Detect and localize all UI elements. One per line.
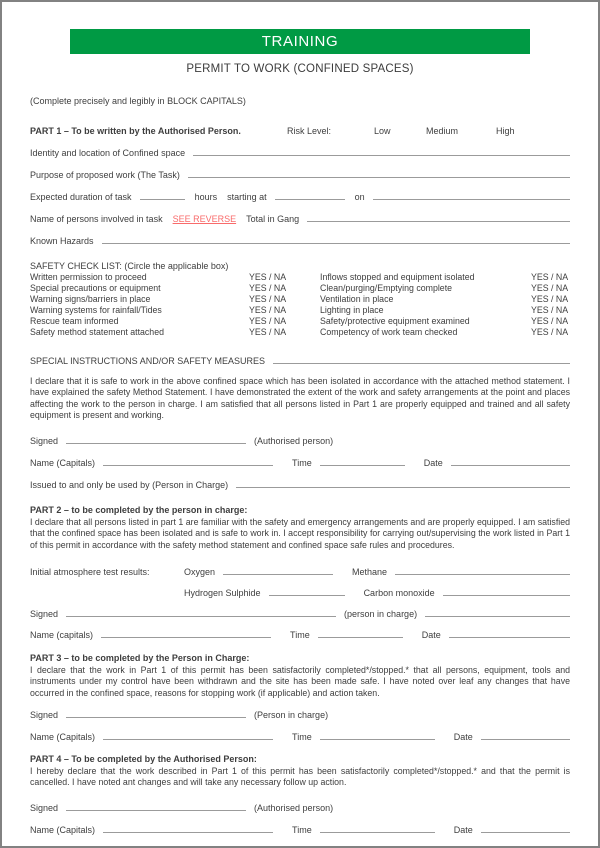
persons-field-row xyxy=(30,211,570,224)
atmosphere-row-2 xyxy=(30,585,570,598)
duration-field-line xyxy=(140,199,185,200)
checklist-item-label: Lighting in place xyxy=(320,305,384,315)
part2-heading: PART 2 – to be completed by the person in charge: xyxy=(30,505,248,516)
person-in-charge-suffix: (person in charge) xyxy=(344,609,418,620)
checklist-yes-na: YES / NA xyxy=(531,272,569,282)
date-field-line xyxy=(451,465,570,466)
part4-name-row xyxy=(30,822,570,835)
checklist-item-label: Rescue team informed xyxy=(30,316,119,326)
checklist-heading: SAFETY CHECK LIST: (Circle the applicable box) xyxy=(30,261,229,271)
checklist-row xyxy=(30,272,570,283)
name-field-line xyxy=(103,465,273,466)
checklist-row xyxy=(30,294,570,305)
issued-to-field-line xyxy=(236,487,570,488)
special-instructions-row xyxy=(30,353,570,366)
checklist-item-label: Warning systems for rainfall/Tides xyxy=(30,305,162,315)
signed-label: Signed xyxy=(30,709,59,720)
part1-name-row xyxy=(30,455,570,468)
part1-heading-row xyxy=(30,126,570,136)
checklist-item-label: Safety/protective equipment examined xyxy=(320,316,470,326)
signed-label: Signed xyxy=(30,609,59,620)
special-instructions-field-line xyxy=(273,363,570,364)
name-field-line xyxy=(101,637,271,638)
date-label: Date xyxy=(421,630,441,641)
purpose-label: Purpose of proposed work (The Task) xyxy=(30,170,180,180)
checklist-item-label: Competency of work team checked xyxy=(320,327,458,337)
part4-signed-row xyxy=(30,800,570,813)
identity-field-row xyxy=(30,145,570,158)
special-instructions-label: SPECIAL INSTRUCTIONS AND/OR SAFETY MEASURES xyxy=(30,356,266,366)
checklist-item-label: Warning signs/barriers in place xyxy=(30,294,151,304)
checklist-yes-na: YES / NA xyxy=(249,294,287,304)
training-banner: TRAINING xyxy=(70,29,530,54)
time-field-line xyxy=(320,832,435,833)
date-label: Date xyxy=(453,731,473,742)
date-field-line xyxy=(481,832,570,833)
part1-heading: PART 1 – To be written by the Authorised Person. xyxy=(30,126,241,136)
signed-field-line xyxy=(66,443,246,444)
part4-declaration: I hereby declare that the work described in Part 1 of this permit has been satisfactorily completed*/stopped.* and that the permit is cancelled. I have noted ant changes and will take any necessary follow up action. xyxy=(30,765,570,788)
checklist-yes-na: YES / NA xyxy=(249,327,287,337)
atmosphere-row-1 xyxy=(30,564,570,577)
risk-level-low: Low xyxy=(374,126,391,136)
hours-label: hours xyxy=(194,192,218,202)
total-in-gang-field-line xyxy=(307,221,570,222)
time-field-line xyxy=(320,739,435,740)
checklist-yes-na: YES / NA xyxy=(531,305,569,315)
name-capitals-label: Name (Capitals) xyxy=(30,458,96,469)
see-reverse-link-text: SEE REVERSE xyxy=(172,214,237,224)
checklist-yes-na: YES / NA xyxy=(249,272,287,282)
part1-declaration: I declare that it is safe to work in the above confined space which has been isolated in accordance with the attached method statement. I have explained the safety Method Statement. I have demonstrated the extent of the work and safety arrangements at the point and places affecting the work to the person in charge. I am satisfied that all persons listed in Part 1 are properly equipped and trained and all safety equipment is present and working. xyxy=(30,376,570,420)
name-capitals-label: Name (capitals) xyxy=(30,630,94,641)
carbon-monoxide-label: Carbon monoxide xyxy=(363,588,435,599)
part3-name-row xyxy=(30,729,570,742)
carbon-monoxide-field-line xyxy=(443,595,570,596)
signed-field-line xyxy=(66,810,246,811)
authorised-person-suffix: (Authorised person) xyxy=(254,436,334,447)
date-label: Date xyxy=(423,458,443,469)
hydrogen-sulphide-field-line xyxy=(269,595,345,596)
part3-heading: PART 3 – to be completed by the Person in Charge: xyxy=(30,653,250,664)
time-label: Time xyxy=(292,824,312,835)
checklist-yes-na: YES / NA xyxy=(531,327,569,337)
purpose-field-line xyxy=(188,177,570,178)
checklist-yes-na: YES / NA xyxy=(531,316,569,326)
issued-to-label: Issued to and only be used by (Person in Charge) xyxy=(30,480,229,491)
identity-field-line xyxy=(193,155,570,156)
name-capitals-label: Name (Capitals) xyxy=(30,731,96,742)
risk-level-label: Risk Level: xyxy=(287,126,332,136)
time-field-line xyxy=(318,637,403,638)
part3-signed-row xyxy=(30,707,570,720)
checklist-item-label: Ventilation in place xyxy=(320,294,394,304)
risk-level-high: High xyxy=(496,126,515,136)
time-label: Time xyxy=(290,630,310,641)
total-in-gang-label: Total in Gang xyxy=(246,214,300,224)
checklist-item-label: Clean/purging/Emptying complete xyxy=(320,283,453,293)
methane-label: Methane xyxy=(352,567,388,578)
purpose-field-row xyxy=(30,167,570,180)
part2-declaration: I declare that all persons listed in part 1 are familiar with the safety and emergency arrangements and are properly equipped. I am satisfied that the confined space has been isolated and is safe to work in. I accept responsibility for carrying out/supervising the work listed in Part 1 of this permit in accordance with the safety method statement and confined space safe rules and procedures. xyxy=(30,517,570,550)
signed-label: Signed xyxy=(30,436,59,447)
time-field-line xyxy=(320,465,405,466)
on-label: on xyxy=(354,192,365,202)
name-field-line xyxy=(103,739,273,740)
duration-field-row xyxy=(30,189,570,202)
date-field-line xyxy=(449,637,570,638)
checklist-row xyxy=(30,316,570,327)
form-content xyxy=(2,96,598,835)
date-of-task-field-line xyxy=(373,199,570,200)
time-label: Time xyxy=(292,458,312,469)
date-label: Date xyxy=(453,824,473,835)
persons-label: Name of persons involved in task xyxy=(30,214,163,224)
name-field-line xyxy=(103,832,273,833)
part2-signed-row xyxy=(30,606,570,619)
part4-heading: PART 4 – To be completed by the Authorised Person: xyxy=(30,753,257,764)
oxygen-label: Oxygen xyxy=(184,567,216,578)
checklist-item-label: Special precautions or equipment xyxy=(30,283,161,293)
checklist-row xyxy=(30,283,570,294)
identity-label: Identity and location of Confined space xyxy=(30,148,186,158)
known-hazards-row xyxy=(30,233,570,246)
signed-field-line xyxy=(66,616,336,617)
checklist-item-label: Written permission to proceed xyxy=(30,272,147,282)
checklist-yes-na: YES / NA xyxy=(531,294,569,304)
checklist-yes-na: YES / NA xyxy=(249,305,287,315)
atmosphere-label: Initial atmosphere test results: xyxy=(30,567,150,578)
part1-signed-row xyxy=(30,433,570,446)
person-in-charge-suffix: (Person in charge) xyxy=(254,709,329,720)
hydrogen-sulphide-label: Hydrogen Sulphide xyxy=(184,588,261,599)
signed-label: Signed xyxy=(30,802,59,813)
person-in-charge-field-line xyxy=(425,616,570,617)
checklist-item-label: Inflows stopped and equipment isolated xyxy=(320,272,475,282)
known-hazards-label: Known Hazards xyxy=(30,236,94,246)
checklist-row xyxy=(30,305,570,316)
part2-name-row xyxy=(30,627,570,640)
checklist-row xyxy=(30,327,570,338)
part3-declaration: I declare that the work in Part 1 of this permit has been satisfactorily completed*/stopped.* that all persons, equipment, tools and instruments under my control have been withdrawn and the site has been made safe. I have noted over leaf any changes that have occurred in the confined space, reasons for stopping work (if applicable) and action taken. xyxy=(30,665,570,698)
time-label: Time xyxy=(292,731,312,742)
methane-field-line xyxy=(395,574,570,575)
form-title: PERMIT TO WORK (CONFINED SPACES) xyxy=(186,63,414,75)
checklist-yes-na: YES / NA xyxy=(249,283,287,293)
starting-at-label: starting at xyxy=(227,192,267,202)
signed-field-line xyxy=(66,717,246,718)
name-capitals-label: Name (Capitals) xyxy=(30,824,96,835)
date-field-line xyxy=(481,739,570,740)
checklist-yes-na: YES / NA xyxy=(531,283,569,293)
starting-at-field-line xyxy=(275,199,345,200)
risk-level-medium: Medium xyxy=(426,126,459,136)
issued-to-row xyxy=(30,477,570,490)
authorised-person-suffix: (Authorised person) xyxy=(254,802,334,813)
known-hazards-field-line xyxy=(102,243,570,244)
block-capitals-note: (Complete precisely and legibly in BLOCK CAPITALS) xyxy=(30,96,246,106)
checklist-yes-na: YES / NA xyxy=(249,316,287,326)
duration-label: Expected duration of task xyxy=(30,192,132,202)
oxygen-field-line xyxy=(223,574,333,575)
checklist-item-label: Safety method statement attached xyxy=(30,327,164,337)
